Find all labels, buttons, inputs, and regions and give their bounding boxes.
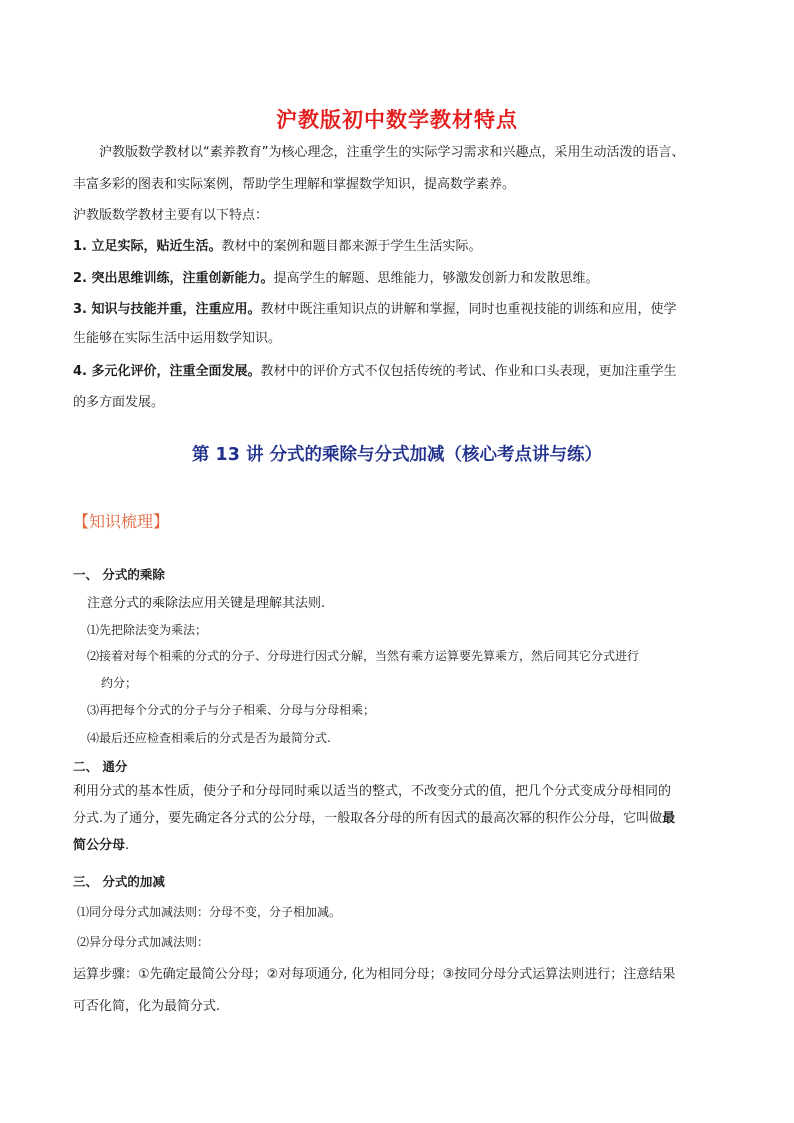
section-1-intro: 注意分式的乘除法应用关键是理解其法则. bbox=[87, 596, 326, 611]
feature-1-heading: 1. 立足实际，贴近生活。 bbox=[73, 239, 222, 254]
section-1-step-2-cont: 约分； bbox=[101, 676, 138, 690]
feature-3-heading: 3. 知识与技能并重，注重应用。 bbox=[73, 302, 261, 317]
lesson-title: 第 13 讲 分式的乘除与分式加减（核心考点讲与练） bbox=[191, 445, 603, 465]
section-1-step-3: ⑶再把每个分式的分子与分子相乘、分母与分母相乘； bbox=[87, 703, 376, 717]
feature-3-line-2: 生能够在实际生活中运用数学知识。 bbox=[73, 331, 282, 346]
feature-2 bbox=[73, 270, 599, 287]
section-2-line-1: 利用分式的基本性质，使分子和分母同时乘以适当的整式，不改变分式的值，把几个分式变成分母相同的 bbox=[73, 784, 672, 799]
feature-2-heading: 2. 突出思维训练，注重创新能力。 bbox=[73, 271, 274, 286]
section-3-steps-line-2: 可否化简，化为最简分式. bbox=[73, 999, 221, 1014]
simplest-common-denominator-term: 简公分母 bbox=[73, 838, 126, 853]
feature-2-text: 提高学生的解题、思维能力，够激发创新力和发散思维。 bbox=[273, 271, 599, 286]
section-2-heading: 二、 通分 bbox=[73, 759, 128, 774]
section-2-line-2-bold: 最 bbox=[662, 811, 676, 826]
feature-4-line-2: 的多方面发展。 bbox=[73, 395, 165, 410]
feature-1-text: 教材中的案例和题目都来源于学生生活实际。 bbox=[221, 239, 482, 254]
section-3-rule-1: ⑴同分母分式加减法则：分母不变，分子相加减。 bbox=[77, 905, 342, 919]
intro-paragraph-line-1: 沪教版数学教材以“素养教育”为核心理念，注重学生的实际学习需求和兴趣点，采用生动活泼的语言、 bbox=[99, 145, 685, 160]
section-3-heading: 三、 分式的加减 bbox=[73, 874, 165, 889]
feature-3 bbox=[73, 301, 677, 318]
section-1-step-2: ⑵接着对每个相乘的分式的分子、分母进行因式分解，当然有乘方运算要先算乘方，然后同其它分式进行 bbox=[87, 649, 640, 663]
features-lead: 沪教版数学教材主要有以下特点： bbox=[73, 208, 269, 223]
section-1-step-1: ⑴先把除法变为乘法； bbox=[87, 623, 208, 637]
feature-4-text: 教材中的评价方式不仅包括传统的考试、作业和口头表现，更加注重学生 bbox=[260, 364, 677, 379]
intro-paragraph-line-2: 丰富多彩的图表和实际案例，帮助学生理解和掌握数学知识，提高数学素养。 bbox=[73, 177, 516, 192]
section-3-steps-line-1: 运算步骤：①先确定最简公分母；②对每项通分, 化为相同分母；③按同分母分式运算法则进行；注意结果 bbox=[73, 967, 676, 982]
section-2-line-2-text: 分式.为了通分，要先确定各分式的公分母，一般取各分母的所有因式的最高次幂的积作公分母，它叫做 bbox=[73, 811, 663, 826]
section-2-line-3-end: . bbox=[125, 838, 130, 853]
section-2-line-3 bbox=[73, 837, 129, 854]
section-1-heading: 一、 分式的乘除 bbox=[73, 567, 165, 582]
document-title: 沪教版初中数学教材特点 bbox=[276, 108, 518, 132]
section-1-step-4: ⑷最后还应检查相乘后的分式是否为最简分式. bbox=[87, 731, 331, 745]
knowledge-section-tag: 【知识梳理】 bbox=[73, 512, 170, 531]
feature-1 bbox=[73, 238, 482, 255]
feature-4 bbox=[73, 363, 677, 380]
section-2-line-2 bbox=[73, 810, 675, 827]
feature-4-heading: 4. 多元化评价，注重全面发展。 bbox=[73, 364, 261, 379]
feature-3-text: 教材中既注重知识点的讲解和掌握，同时也重视技能的训练和应用，使学 bbox=[260, 302, 677, 317]
section-3-rule-2: ⑵异分母分式加减法则： bbox=[77, 935, 210, 949]
